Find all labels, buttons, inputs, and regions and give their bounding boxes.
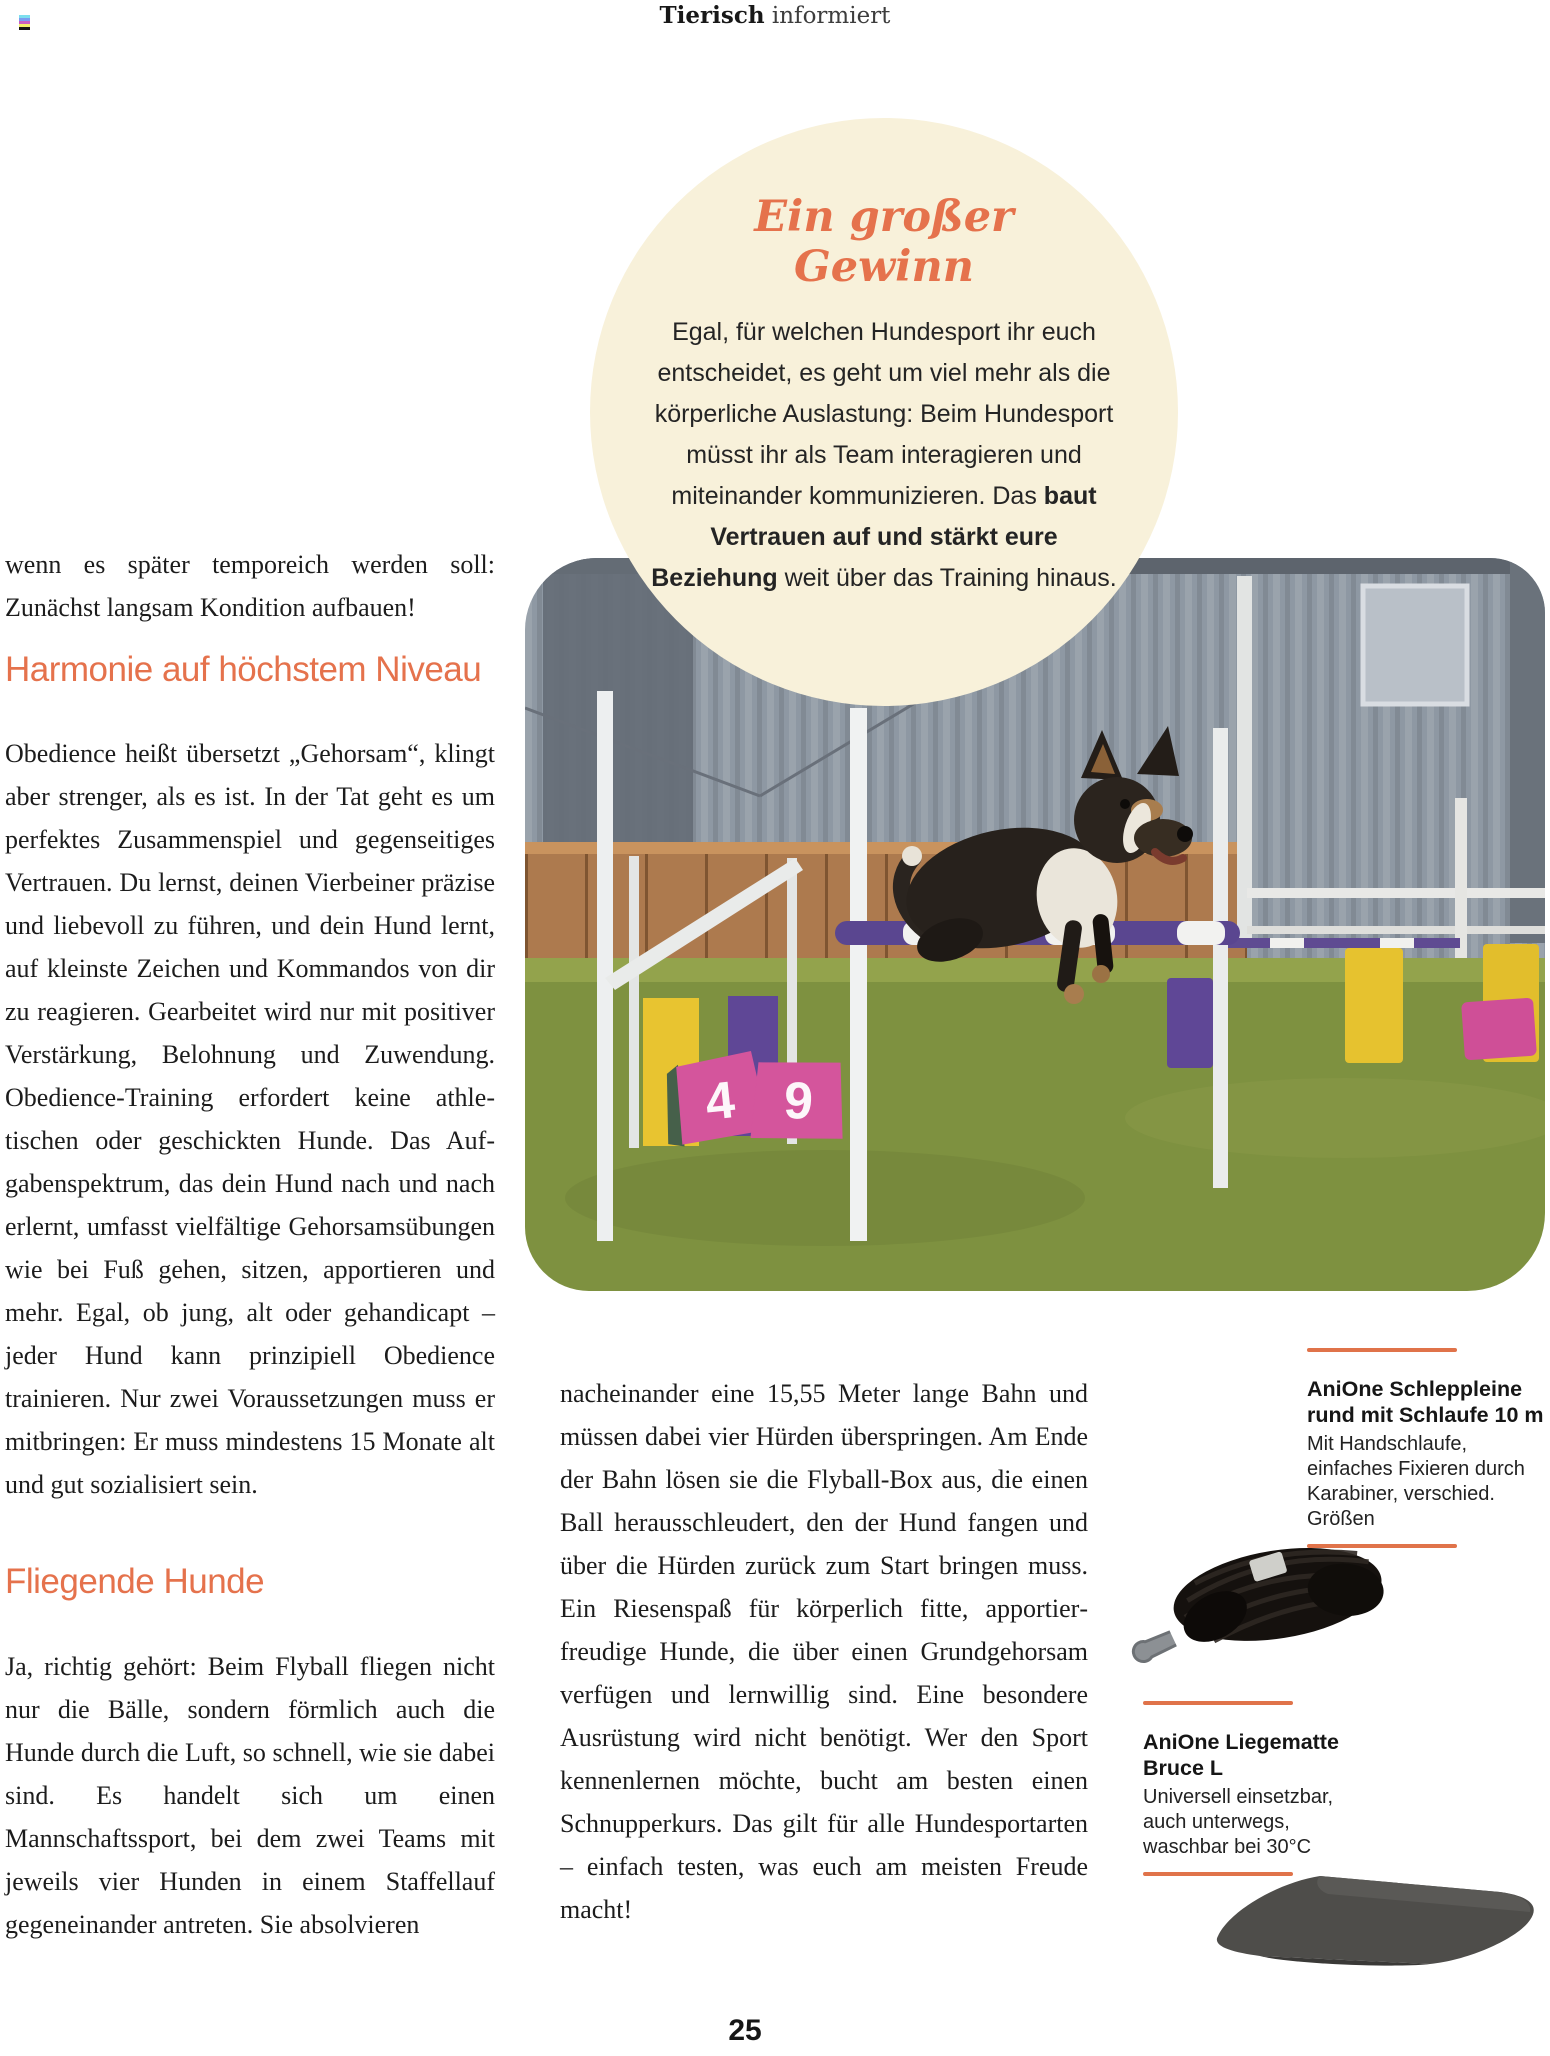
badge-body-text bbox=[647, 312, 1121, 599]
badge-heading bbox=[590, 192, 1178, 292]
product-rule-bottom bbox=[1307, 1544, 1457, 1548]
wing-frame-left bbox=[629, 856, 639, 1148]
page-number: 25 bbox=[728, 2014, 762, 2047]
product-title: AniOne Liegematte Bruce L bbox=[1143, 1730, 1339, 1780]
agility-scene-illustration bbox=[525, 558, 1545, 1291]
dog-tail-tip bbox=[902, 846, 922, 866]
page-header bbox=[0, 2, 1550, 29]
bg-pole bbox=[1225, 938, 1460, 948]
dog-eye bbox=[1120, 799, 1130, 809]
section-heading-flyball: Fliegende Hunde bbox=[5, 1562, 265, 1601]
jump-post-center-right bbox=[1213, 728, 1228, 1188]
agility-dog-photo bbox=[525, 558, 1545, 1291]
product-rule-bottom bbox=[1143, 1872, 1293, 1876]
jump-post-left bbox=[597, 691, 613, 1241]
badge-text-pre: Egal, für welchen Hundesport ihr euch entscheidet, es geht um viel mehr als die körperliche Auslastung: Beim Hundesport müsst ihr als Team interagieren und miteinander kommunizieren. Das bbox=[654, 318, 1114, 510]
bg-pink-wing bbox=[1461, 998, 1537, 1061]
hurdle-sign-9 bbox=[750, 1058, 846, 1143]
dog-paw-2 bbox=[1092, 965, 1110, 983]
highlight-badge bbox=[590, 118, 1178, 706]
mat-product-image bbox=[1200, 1862, 1550, 1972]
gate-rail bbox=[1247, 888, 1545, 898]
product-rule-top bbox=[1307, 1348, 1457, 1352]
turf-light bbox=[1125, 1078, 1545, 1158]
jump-pole-stripe bbox=[1177, 921, 1225, 945]
product-description: Mit Handschlaufe, einfaches Fixieren durch Karabiner, verschied. Größen bbox=[1307, 1433, 1525, 1530]
obedience-paragraph: Obedience heißt übersetzt „Gehorsam“, klingt aber strenger, als es ist. In der Tat geht es um perfektes Zusammenspiel und gegenseitiges Vertrauen. Du lernst, deinen Vierbeiner präzise und liebevoll zu führen, und dein Hund lernt, auf kleinste Zeichen und Kommandos von dir zu reagieren. Gearbeitet wird nur mit positiver Verstärkung, Belohnung und Zuwendung. Obedience-Training erfordert keine athletischen oder geschickten Hunde. Das Aufgabenspektrum, das dein Hund nach und nach erlernt, umfasst vielfältige Gehorsamsübungen wie bei Fuß gehen, sitzen, apportieren und mehr. Egal, ob jung, alt oder gehandicapt – jeder Hund kann prinzipiell Obedience trainieren. Nur zwei Voraussetzungen muss er mitbringen: Er muss mindestens 15 Monate alt und gut sozialisiert sein. bbox=[5, 739, 495, 1499]
leash-carabiner bbox=[1131, 1631, 1178, 1663]
product-card-liegematte bbox=[1143, 1701, 1368, 1876]
dog-paw bbox=[1064, 984, 1084, 1004]
header-title-bold: Tierisch bbox=[659, 2, 765, 29]
flyball-paragraph: Ja, richtig gehört: Beim Flyball fliegen nicht nur die Bälle, sondern förmlich auch die Hunde durch die Luft, so schnell, wie sie dabei sind. Es handelt sich um einen Mannschaftssport, bei dem zwei Teams mit jeweils vier Hunden in einem Staffellauf gegeneinander antreten. Sie absolvieren bbox=[5, 1652, 495, 1939]
intro-paragraph: wenn es später temporeich werden soll: Zunächst langsam Kondition aufbauen! bbox=[5, 550, 495, 622]
badge-text-bold: baut Vertrauen auf und stärkt eure Beziehung bbox=[651, 482, 1097, 592]
badge-text-post: weit über das Training hinaus. bbox=[777, 564, 1117, 592]
bg-pole-stripe bbox=[1270, 938, 1304, 948]
hurdle-number: 9 bbox=[782, 1071, 815, 1132]
wall-dark-panel-right bbox=[1510, 558, 1545, 943]
product-title: AniOne Schleppleine rund mit Schlaufe 10 m bbox=[1307, 1377, 1544, 1427]
section-heading-obedience: Harmonie auf höchstem Niveau bbox=[5, 650, 482, 689]
bg-yellow-wing bbox=[1345, 948, 1403, 1063]
window bbox=[1363, 586, 1467, 704]
product-card-schleppleine bbox=[1307, 1348, 1547, 1548]
turf-shade bbox=[565, 1150, 1085, 1246]
leash-product-image bbox=[1118, 1528, 1413, 1673]
product-description: Universell einsetzbar, auch unterwegs, waschbar bei 30°C bbox=[1143, 1786, 1334, 1858]
badge-heading-line1: Ein großer bbox=[754, 192, 1014, 242]
hurdle-number: 4 bbox=[702, 1071, 738, 1132]
bg-purple-wing bbox=[1167, 978, 1213, 1068]
dog-nose bbox=[1177, 826, 1193, 842]
badge-heading-line2: Gewinn bbox=[794, 242, 974, 292]
product-rule-top bbox=[1143, 1701, 1293, 1705]
flyball-paragraph-continued: nacheinander eine 15,55 Meter lange Bahn und müssen dabei vier Hürden überspringen. Am Ende der Bahn lösen sie die Flyball-Box aus, die einen Ball herausschleudert, den der Hund fangen und über die Hürden zurück zum Start bringen muss. Ein Riesenspaß für körperlich fitte, apportierfreudige Hunde, die über einen Grundgehorsam verfügen und lernwillig sind. Eine besondere Ausrüstung wird nicht benötigt. Wer den Sport kennenlernen möchte, bucht am besten einen Schnupperkurs. Das gilt für alle Hundesportarten – einfach testen, was euch am meisten Freude macht! bbox=[560, 1379, 1088, 1924]
jump-post-center bbox=[850, 708, 867, 1241]
header-title-regular: informiert bbox=[764, 3, 891, 29]
bg-pole-stripe bbox=[1380, 938, 1414, 948]
gate-rail-2 bbox=[1247, 926, 1545, 934]
